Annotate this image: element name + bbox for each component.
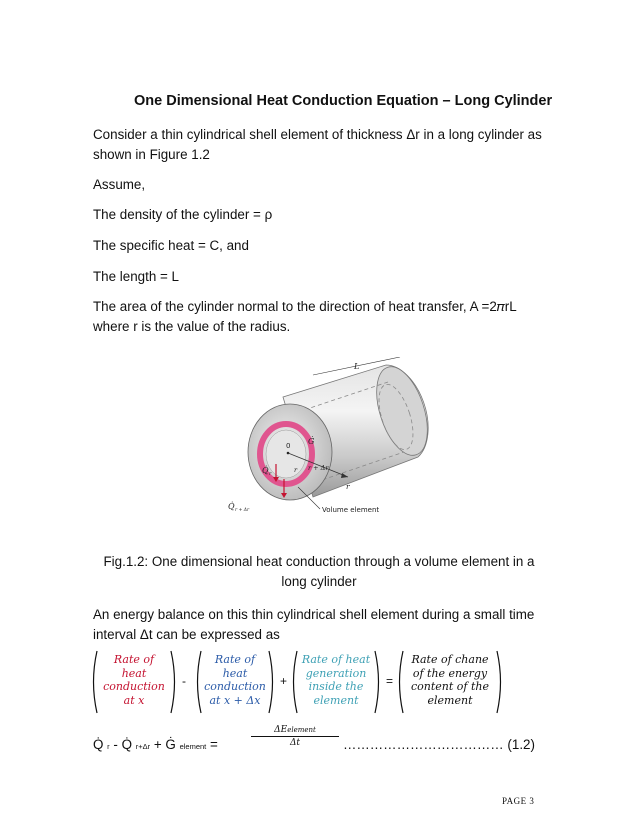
cylinder-figure [228, 357, 438, 529]
generation-label: Ġ [308, 437, 315, 446]
term-heat-generation [298, 650, 374, 714]
energy-balance-formula [93, 725, 553, 761]
term4-line-2: of the energy [412, 666, 488, 680]
term3-right-paren [374, 650, 382, 714]
intro-line-2: shown in Figure 1.2 [93, 147, 210, 162]
r-plus-dr-label: r + Δr [308, 464, 329, 472]
term3-line-2: generation [305, 666, 367, 680]
term1-line-2: heat [121, 666, 147, 680]
q-r-subscript: r [269, 471, 272, 477]
length-label: L [354, 362, 360, 371]
caption-line-1: Fig.1.2: One dimensional heat conduction through a volume element in a [103, 554, 535, 569]
g-sub: element [179, 742, 207, 751]
term4-line-1: Rate of chane [411, 653, 489, 666]
term1-left-paren [90, 650, 98, 714]
energy-line-2: interval Δt can be expressed as [93, 627, 280, 642]
term2-line-2: heat [222, 666, 248, 680]
minus-operator: - [182, 674, 186, 688]
numerator-sub: element [287, 726, 316, 734]
term1-line-4: at x [123, 693, 145, 707]
radius-axis-label: r [346, 482, 350, 491]
page-number: PAGE 3 [502, 796, 535, 806]
density-line: The density of the cylinder = ρ [93, 207, 273, 222]
fraction-numerator [251, 725, 339, 735]
term3-left-paren [290, 650, 298, 714]
term2-line-4: at x + Δx [209, 693, 261, 707]
word-equation [90, 650, 550, 714]
energy-line-1: An energy balance on this thin cylindrical shell element during a small time [93, 607, 535, 622]
length-line: The length = L [93, 269, 179, 284]
q-r-dr-subscript: r + Δr [235, 508, 250, 513]
figure-caption [93, 552, 545, 592]
r-label: r [294, 466, 298, 474]
center-label: 0 [286, 442, 291, 450]
area-line-1: The area of the cylinder normal to the direction of heat transfer, A =2𝜋rL [93, 299, 517, 314]
term2-line-1: Rate of [214, 653, 256, 666]
q-r-dr-label: Q̇ [228, 502, 235, 511]
term-conduction-at-x [98, 650, 170, 714]
formula-equals: = [209, 737, 218, 752]
intro-line-1: Consider a thin cylindrical shell element of thickness Δr in a long cylinder as [93, 127, 542, 142]
term3-line-4: element [313, 693, 359, 707]
plus-operator: + [280, 674, 288, 688]
g-symbol: Ġ [165, 737, 176, 752]
q-r-label: Q̇ [262, 466, 269, 475]
term2-line-3: conduction [204, 680, 266, 693]
area-paragraph [93, 297, 563, 337]
caption-line-2: long cylinder [281, 574, 357, 589]
area-line-2: where r is the value of the radius. [93, 319, 291, 334]
volume-element-label: Volume element [322, 506, 380, 514]
formula-fraction [251, 725, 339, 748]
term1-line-3: conduction [103, 680, 165, 693]
shell-inner [266, 430, 306, 478]
energy-paragraph [93, 605, 563, 645]
formula-lhs [93, 737, 218, 752]
term1-right-paren [170, 650, 178, 714]
term2-right-paren [268, 650, 276, 714]
formula-plus: + [153, 737, 166, 752]
term-conduction-at-x-dx [202, 650, 268, 714]
fraction-denominator: Δt [289, 738, 301, 748]
q-r-symbol: Q̇ [93, 737, 104, 752]
term1-line-1: Rate of [113, 653, 155, 666]
assume-line: Assume, [93, 177, 146, 192]
specific-heat-line: The specific heat = C, and [93, 238, 249, 253]
term4-line-3: content of the [410, 680, 489, 693]
formula-minus: - [113, 737, 122, 752]
term2-left-paren [194, 650, 202, 714]
term4-left-paren [396, 650, 404, 714]
term-energy-content-change [404, 650, 496, 714]
term3-line-1: Rate of heat [301, 653, 371, 666]
page-title: One Dimensional Heat Conduction Equation – Long Cylinder [134, 93, 553, 109]
equals-operator: = [386, 674, 394, 688]
numerator-symbol: ΔE [274, 725, 288, 735]
term3-line-3: inside the [308, 680, 364, 693]
term4-line-4: element [427, 693, 473, 707]
fraction-bar [251, 736, 339, 737]
q-r-sub: r [107, 742, 110, 751]
term4-right-paren [496, 650, 504, 714]
q-r-dr-sub: r+Δr [135, 742, 151, 751]
intro-paragraph [93, 125, 563, 165]
equation-number: ……………………………… (1.2) [343, 737, 535, 752]
q-r-dr-symbol: Q̇ [121, 737, 132, 752]
